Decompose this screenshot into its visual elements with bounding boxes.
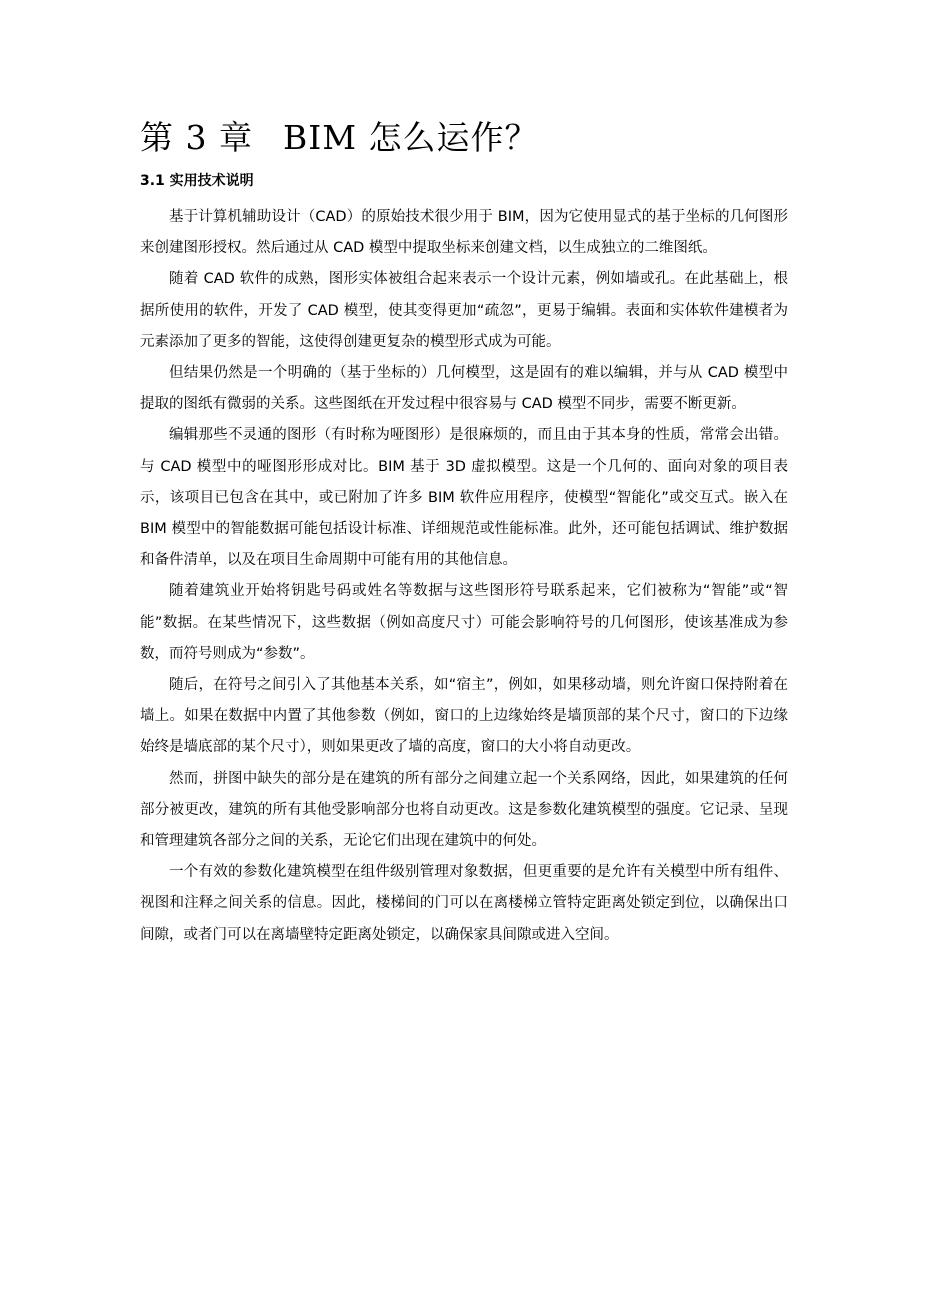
paragraph: 一个有效的参数化建筑模型在组件级别管理对象数据，但更重要的是允许有关模型中所有组件、视图和注释之间关系的信息。因此，楼梯间的门可以在离楼梯立管特定距离处锁定到位，以确保出口间隙，或者门可以在离墙壁特定距离处锁定，以确保家具间隙或进入空间。: [140, 864, 788, 943]
paragraph: 基于计算机辅助设计（CAD）的原始技术很少用于 BIM，因为它使用显式的基于坐标的几何图形来创建图形授权。然后通过从 CAD 模型中提取坐标来创建文档，以生成独立的二维图纸。: [140, 209, 788, 257]
chapter-label: 第 3 章: [140, 118, 253, 157]
chapter-title-text: BIM 怎么运作？: [282, 118, 539, 157]
body-text: [140, 202, 788, 951]
section-heading: 3.1 实用技术说明: [140, 173, 254, 189]
paragraph: 然而，拼图中缺失的部分是在建筑的所有部分之间建立起一个关系网络，因此，如果建筑的任何部分被更改，建筑的所有其他受影响部分也将自动更改。这是参数化建筑模型的强度。它记录、呈现和管理建筑各部分之间的关系，无论它们出现在建筑中的何处。: [140, 770, 788, 850]
paragraph: 随着 CAD 软件的成熟，图形实体被组合起来表示一个设计元素，例如墙或孔。在此基础上，根据所使用的软件，开发了 CAD 模型，使其变得更加“疏忽”，更易于编辑。表面和实体软件建模者为元素添加了更多的智能，这使得创建更复杂的模型形式成为可能。: [140, 271, 788, 350]
paragraph: 编辑那些不灵通的图形（有时称为哑图形）是很麻烦的，而且由于其本身的性质，常常会出错。与 CAD 模型中的哑图形形成对比。BIM 基于 3D 虚拟模型。这是一个几何的、面向对象的项目表示，该项目已包含在其中，或已附加了许多 BIM 软件应用程序，使模型“智能化”或交互式。嵌入在 BIM 模型中的智能数据可能包括设计标准、详细规范或性能标准。此外，还可能包括调试、维护数据和备件清单，以及在项目生命周期中可能有用的其他信息。: [140, 427, 788, 569]
paragraph: 随后，在符号之间引入了其他基本关系，如“宿主”，例如，如果移动墙，则允许窗口保持附着在墙上。如果在数据中内置了其他参数（例如，窗口的上边缘始终是墙顶部的某个尺寸，窗口的下边缘始终是墙底部的某个尺寸），则如果更改了墙的高度，窗口的大小将自动更改。: [140, 677, 788, 756]
paragraph: 随着建筑业开始将钥匙号码或姓名等数据与这些图形符号联系起来，它们被称为“智能”或“智能”数据。在某些情况下，这些数据（例如高度尺寸）可能会影响符号的几何图形，使该基准成为参数，而符号则成为“参数”。: [140, 583, 788, 662]
paragraph: 但结果仍然是一个明确的（基于坐标的）几何模型，这是固有的难以编辑，并与从 CAD 模型中提取的图纸有微弱的关系。这些图纸在开发过程中很容易与 CAD 模型不同步，需要不断更新。: [140, 365, 788, 413]
chapter-title: [140, 112, 539, 164]
